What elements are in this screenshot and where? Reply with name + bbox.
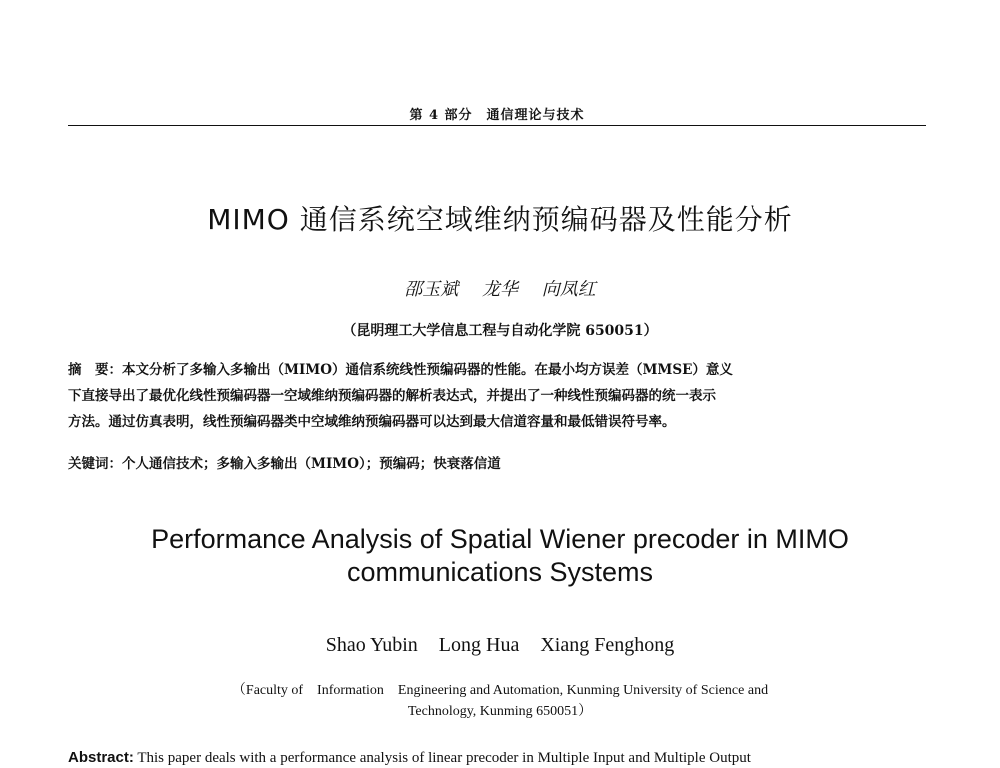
affiliation-line: Technology, Kunming 650051） <box>407 704 593 719</box>
author-name: Shao Yubin <box>325 634 418 656</box>
english-authors <box>0 634 1000 657</box>
author-name: 邵玉斌 <box>404 279 459 300</box>
chinese-keywords <box>68 451 928 477</box>
abstract-text: This paper deals with a performance analysis of linear precoder in Multiple Input and Multiple Output <box>133 750 751 766</box>
chinese-title: MIMO 通信系统空域维纳预编码器及性能分析 <box>207 203 793 236</box>
running-header: 第 4 部分 通信理论与技术 <box>409 108 585 123</box>
english-abstract <box>68 748 928 768</box>
affiliation-line: （Faculty of Information Engineering and Automation, Kunming University of Science and <box>231 683 769 698</box>
abstract-text: 本文分析了多输入多输出（MIMO）通信系统线性预编码器的性能。在最小均方误差（MMSE）意义 <box>122 362 733 378</box>
chinese-abstract <box>68 357 928 435</box>
english-title-line: Performance Analysis of Spatial Wiener precoder in MIMO <box>151 524 849 554</box>
english-title <box>0 523 1000 589</box>
keywords-label: 关键词： <box>68 456 122 472</box>
chinese-affiliation: （昆明理工大学信息工程与自动化学院 650051） <box>342 323 658 339</box>
abstract-line: 下直接导出了最优化线性预编码器一空域维纳预编码器的解析表达式，并提出了一种线性预编码器的统一表示 <box>68 388 716 404</box>
english-title-line: communications Systems <box>346 557 654 587</box>
header-rule <box>68 125 926 126</box>
author-name: Long Hua <box>438 634 520 656</box>
author-name: 向凤红 <box>541 279 596 300</box>
abstract-label: Abstract: <box>68 749 134 766</box>
abstract-line: 方法。通过仿真表明，线性预编码器类中空域维纳预编码器可以达到最大信道容量和最低错误符号率。 <box>68 414 676 430</box>
abstract-label: 摘 要： <box>68 362 122 378</box>
english-affiliation <box>0 680 1000 722</box>
abstract-line <box>68 357 928 383</box>
author-name: Xiang Fenghong <box>540 634 675 656</box>
chinese-authors <box>0 275 1000 301</box>
author-name: 龙华 <box>482 279 518 300</box>
keywords-text: 个人通信技术；多输入多输出（MIMO）；预编码；快衰落信道 <box>122 456 501 472</box>
